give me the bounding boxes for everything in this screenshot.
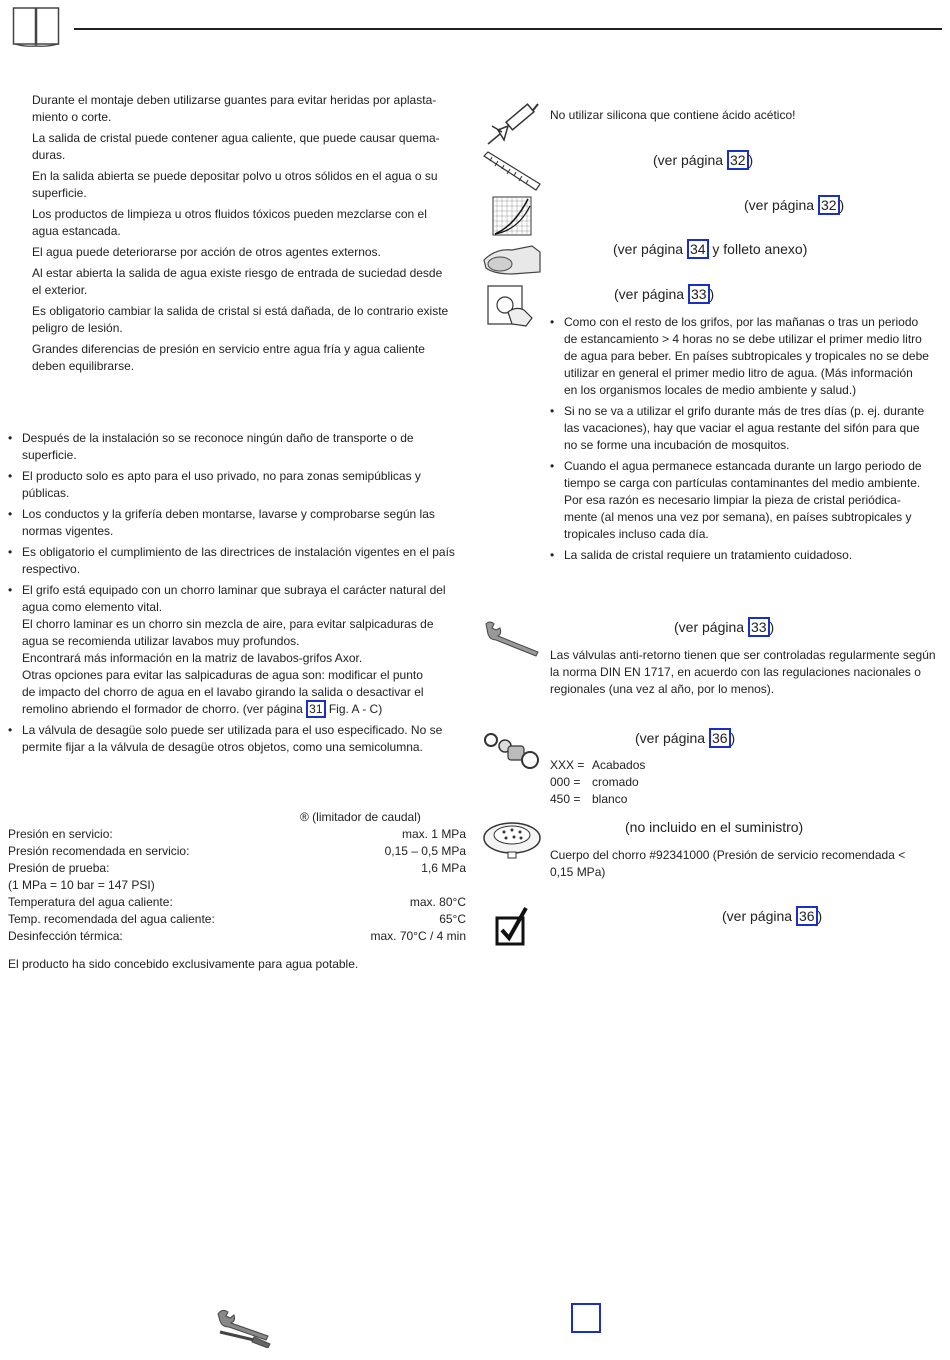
finish-name: Acabados <box>592 758 646 772</box>
ref-text: ) <box>748 152 754 168</box>
operation-hand-icon <box>486 284 536 333</box>
page-number-box <box>571 1303 601 1333</box>
safety-paragraph: Durante el montaje deben utilizarse guantes para evitar heridas por aplasta- miento o corte. <box>32 93 437 124</box>
ref-test <box>722 908 822 925</box>
spec-row <box>8 860 466 877</box>
spec-row <box>8 928 466 945</box>
spec-label: Temp. recomendada del agua caliente: <box>8 912 215 926</box>
tools-icon <box>214 1306 274 1353</box>
page-link-33[interactable]: 33 <box>748 617 770 637</box>
finish-name: blanco <box>592 792 628 806</box>
jet-body-icon <box>482 818 542 867</box>
install-bullet: • Después de la instalación so se reconoce ningún daño de transporte o de superficie. <box>8 430 470 464</box>
ref-parts <box>635 730 735 747</box>
ref-text: (ver página <box>722 908 796 924</box>
safety-paragraph: El agua puede deteriorarse por acción de otros agentes externos. <box>32 245 381 259</box>
safety-paragraph: Los productos de limpieza u otros fluidos tóxicos pueden mezclarse con el agua estancada. <box>32 207 427 238</box>
ref-text: y folleto anexo) <box>708 241 808 257</box>
install-notes <box>8 430 470 760</box>
use-bullet: • La salida de cristal requiere un tratamiento cuidadoso. <box>550 547 948 564</box>
spec-row <box>8 826 466 843</box>
spec-row <box>8 911 466 928</box>
use-bullet: • Si no se va a utilizar el grifo durante más de tres días (p. ej. durante las vacaciones), hay que vaciar el agua restante del sifón para que no se forme una incubación de mosquitos. <box>550 403 948 454</box>
finish-code: 000 = <box>550 775 581 789</box>
spare-parts-icon <box>482 728 542 777</box>
ref-text: (ver página <box>613 241 687 257</box>
laminar-jet-suffix: Fig. A - C) <box>325 702 383 716</box>
spec-label: Presión en servicio: <box>8 827 113 841</box>
finish-codes <box>550 757 645 808</box>
finish-row <box>550 757 645 774</box>
ref-text: (ver página <box>674 619 748 635</box>
ruler-icon <box>482 150 542 197</box>
spec-value: 0,15 – 0,5 MPa <box>384 844 466 858</box>
ref-text: ) <box>817 908 823 924</box>
page-link-32[interactable]: 32 <box>727 150 749 170</box>
safety-paragraph: Grandes diferencias de presión en servicio entre agua fría y agua caliente deben equilibrarse. <box>32 342 425 373</box>
ref-flow <box>744 197 844 214</box>
page-link-33[interactable]: 33 <box>688 284 710 304</box>
spec-label: Presión de prueba: <box>8 861 110 875</box>
finish-code: XXX = <box>550 758 585 772</box>
checkbox-check-icon <box>494 904 530 953</box>
page-link-31[interactable]: 31 <box>306 700 325 718</box>
ref-text: (ver página <box>653 152 727 168</box>
flow-diagram-icon <box>492 196 532 241</box>
page-link-36[interactable]: 36 <box>709 728 731 748</box>
safety-paragraph: Al estar abierta la salida de agua existe riesgo de entrada de suciedad desde el exterior. <box>32 266 443 297</box>
spec-label: Temperatura del agua caliente: <box>8 895 173 909</box>
ref-text: ) <box>769 619 775 635</box>
header-rule <box>74 28 942 30</box>
spec-row <box>8 894 466 911</box>
spec-value: 65°C <box>439 912 466 926</box>
install-bullet: • El producto solo es apto para el uso privado, no para zonas semipúblicas y públicas. <box>8 468 470 502</box>
laminar-jet-text: El grifo está equipado con un chorro laminar que subraya el carácter natural del agua como elemento vital. El chorro laminar es un chorro sin mezcla de aire, para evitar salpicaduras de agua se recomienda utilizar lavabos muy profundos. Encontrará más información en la matriz de lavabos-grifos Axor. Otras opciones para evitar las salpicaduras de agua son: modificar el punto de impacto del chorro de agua en el lavabo girando la salida o desactivar el remolino abriendo el formador de chorro. (ver página <box>22 583 446 716</box>
page-link-34[interactable]: 34 <box>687 239 709 259</box>
ref-text: (ver página <box>614 286 688 302</box>
page-link-32[interactable]: 32 <box>818 195 840 215</box>
finish-row <box>550 774 645 791</box>
tech-specs <box>8 826 466 945</box>
ref-text: ) <box>730 730 736 746</box>
jet-body-note: Cuerpo del chorro #92341000 (Presión de servicio recomendada < 0,15 MPa) <box>550 848 906 879</box>
ref-text: ) <box>709 286 715 302</box>
finish-name: cromado <box>592 775 639 789</box>
install-bullet: • Es obligatorio el cumplimiento de las directrices de instalación vigentes en el país respectivo. <box>8 544 470 578</box>
not-included-label: (no incluido en el suministro) <box>625 819 804 835</box>
spec-value: max. 1 MPa <box>401 827 466 841</box>
ref-maintenance <box>674 619 774 636</box>
finish-row <box>550 791 645 808</box>
drinking-water-note: El producto ha sido concebido exclusivamente para agua potable. <box>8 957 359 971</box>
silicone-gun-icon <box>486 100 544 153</box>
spec-label: Presión recomendada en servicio: <box>8 844 190 858</box>
drain-valve-bullet: • La válvula de desagüe solo puede ser utilizada para el uso especificado. No se permite fijar a la válvula de desagüe otros objetos, como una semicolumna. <box>8 722 470 756</box>
manual-book-icon <box>12 6 62 53</box>
page-link-36[interactable]: 36 <box>796 906 818 926</box>
spec-label: (1 MPa = 10 bar = 147 PSI) <box>8 878 155 892</box>
maintenance-text: Las válvulas anti-retorno tienen que ser controladas regularmente según la norma DIN EN 1717, en acuerdo con las regulaciones nacionales o regionales (una vez al año, por lo menos). <box>550 648 936 696</box>
ref-text: (ver página <box>635 730 709 746</box>
spec-row <box>8 877 466 894</box>
spec-value: 1,6 MPa <box>421 861 466 875</box>
safety-section <box>32 92 472 379</box>
spec-label: Desinfección térmica: <box>8 929 123 943</box>
safety-paragraph: En la salida abierta se puede depositar polvo u otros sólidos en el agua o su superficie. <box>32 169 438 200</box>
wrench-icon <box>482 618 542 663</box>
safety-paragraph: La salida de cristal puede contener agua caliente, que puede causar quema- duras. <box>32 131 440 162</box>
use-notes <box>550 314 948 568</box>
use-bullet: • Como con el resto de los grifos, por las mañanas o tras un periodo de estancamiento > 4 horas no se debe utilizar el primer medio litro de agua para beber. En países subtropicales y tropicales no se debe utilizar en general el primer medio litro de agua. (Más información en los organismos locales de medio ambiente y salud.) <box>550 314 948 399</box>
ref-operation <box>614 286 714 303</box>
cleaning-hand-icon <box>482 240 542 283</box>
finish-code: 450 = <box>550 792 581 806</box>
safety-paragraph: Es obligatorio cambiar la salida de cristal si está dañada, de lo contrario existe peligro de lesión. <box>32 304 449 335</box>
laminar-jet-bullet <box>8 582 470 718</box>
ref-cleaning <box>613 241 807 258</box>
silicone-warning: No utilizar silicona que contiene ácido acético! <box>550 108 796 122</box>
ref-text: (ver página <box>744 197 818 213</box>
spec-value: max. 80°C <box>409 895 466 909</box>
ref-dimensions <box>653 152 753 169</box>
use-bullet: • Cuando el agua permanece estancada durante un largo periodo de tiempo se carga con partículas contaminantes del medio ambiente. Por esa razón es necesario limpiar la pieza de cristal periódica- mente (al menos una vez por semana), en países subtropicales y tropicales incluso cada día. <box>550 458 948 543</box>
ref-text: ) <box>839 197 845 213</box>
spec-value: max. 70°C / 4 min <box>370 929 466 943</box>
flow-limiter-label: ® (limitador de caudal) <box>300 810 421 824</box>
spec-row <box>8 843 466 860</box>
install-bullet: • Los conductos y la grifería deben montarse, lavarse y comprobarse según las normas vigentes. <box>8 506 470 540</box>
